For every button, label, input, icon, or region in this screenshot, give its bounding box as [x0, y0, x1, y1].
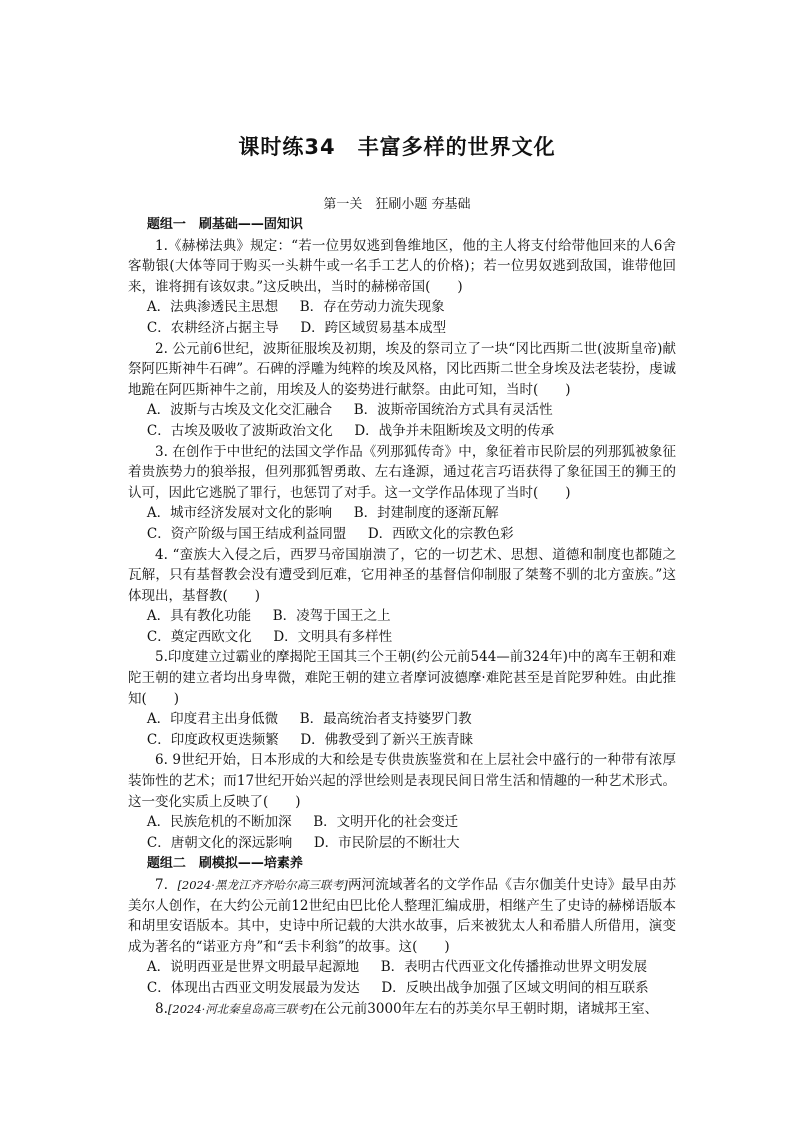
- group-heading-1: 题组一 刷基础——固知识: [146, 217, 303, 232]
- option-d[interactable]: D．西欧文化的宗教色彩: [367, 525, 514, 542]
- question-7: [128, 875, 676, 999]
- question-6: [128, 750, 676, 853]
- option-d[interactable]: D．市民阶层的不断壮大: [313, 834, 460, 851]
- option-b[interactable]: B．表明古代西亚文化传播推动世界文明发展: [380, 959, 648, 976]
- option-c[interactable]: C．奠定西欧文化: [146, 628, 252, 645]
- question-stem: 5.印度建立过霸业的摩揭陀王国其三个王朝(约公元前544—前324年)中的离车王朝和难陀王朝的建立者均出身卑微，难陀王朝的建立者摩诃波德摩·难陀甚至是首陀罗种姓。由此推知( ): [128, 649, 676, 707]
- question-4: [128, 545, 676, 648]
- question-stem: 8.[2024·河北秦皇岛高三联考]在公元前3000年左右的苏美尔早王朝时期，诸城邦王室、: [155, 1000, 659, 1017]
- option-b[interactable]: B．文明开化的社会变迁: [313, 814, 459, 831]
- option-d[interactable]: D．佛教受到了新兴王族青睐: [300, 731, 474, 748]
- question-3: [128, 442, 676, 545]
- option-c[interactable]: C．古埃及吸收了波斯政治文化: [146, 422, 333, 439]
- option-d[interactable]: D．反映出战争加强了区域文明间的相互联系: [381, 979, 649, 996]
- option-b[interactable]: B．封建制度的逐渐瓦解: [353, 505, 499, 522]
- question-stem: 4. “蛮族大入侵之后，西罗马帝国崩溃了，它的一切艺术、思想、道德和制度也都随之瓦解，只有基督教会没有遭受到厄难，它用神圣的基督信仰制服了桀骜不驯的北方蛮族。”这体现出，基督教( ): [128, 546, 676, 604]
- option-a[interactable]: A．波斯与古埃及文化交汇融合: [146, 402, 333, 419]
- question-5: [128, 647, 676, 750]
- option-b[interactable]: B．存在劳动力流失现象: [299, 299, 445, 316]
- question-source: [2024·河北秦皇岛高三联考]: [167, 1001, 314, 1016]
- section-heading: 第一关 狂刷小题 夯基础: [323, 197, 471, 212]
- option-b[interactable]: B．凌驾于国王之上: [272, 608, 391, 625]
- option-d[interactable]: D．跨区域贸易基本成型: [300, 319, 447, 336]
- question-stem: 3. 在创作于中世纪的法国文学作品《列那狐传奇》中，象征着市民阶层的列那狐被象征着贵族势力的狼举报，但列那狐智勇敢、左右逢源，通过花言巧语获得了象征国王的狮王的认可，因此它逃脱了罪行，也惩罚了对手。这一文学作品体现了当时( ): [128, 443, 676, 501]
- question-stem: 7．[2024·黑龙江齐齐哈尔高三联考]两河流域著名的文学作品《吉尔伽美什史诗》最早由苏美尔人创作，在大约公元前12世纪由巴比伦人整理汇编成册，相继产生了史诗的赫梯语版本和胡里安语版本。其中，史诗中所记载的大洪水故事，后来被犹太人和希腊人所借用，演变成为著名的“诺亚方舟”和“丢卡利翁”的故事。这( ): [128, 877, 676, 955]
- question-stem: 6. 9世纪开始，日本形成的大和绘是专供贵族鉴赏和在上层社会中盛行的一种带有浓厚装饰性的艺术；而17世纪开始兴起的浮世绘则是表现民间日常生活和情趣的一种艺术形式。这一变化实质上反映了( ): [128, 752, 676, 810]
- option-d[interactable]: D．文明具有多样性: [273, 628, 393, 645]
- group-heading-2: 题组二 刷模拟——培素养: [146, 856, 303, 872]
- question-1: [128, 236, 676, 339]
- option-a[interactable]: A．法典渗透民主思想: [146, 299, 279, 316]
- option-d[interactable]: D．战争并未阻断埃及文明的传承: [354, 422, 555, 439]
- option-c[interactable]: C．唐朝文化的深远影响: [146, 834, 293, 851]
- option-a[interactable]: A．具有教化功能: [146, 608, 252, 625]
- question-stem: 1.《赫梯法典》规定：“若一位男奴逃到鲁维地区，他的主人将支付给带他回来的人6舍客勒银(大体等同于购买一头耕牛或一名手工艺人的价格)；若一位男奴逃到敌国，谁带他回来，谁将拥有该奴隶。”这反映出，当时的赫梯帝国( ): [128, 237, 676, 295]
- question-2: [128, 339, 676, 442]
- question-stem: 2. 公元前6世纪，波斯征服埃及初期，埃及的祭司立了一块“冈比西斯二世(波斯皇帝)献祭阿匹斯神牛石碑”。石碑的浮雕为纯粹的埃及风格，冈比西斯二世全身埃及法老装扮，虔诚地跪在阿匹斯神牛之前，用埃及人的姿势进行献祭。由此可知，当时( ): [128, 340, 676, 398]
- page-title: 课时练34 丰富多样的世界文化: [238, 135, 556, 159]
- option-a[interactable]: A．印度君主出身低微: [146, 711, 279, 728]
- option-c[interactable]: C．印度政权更迭频繁: [146, 731, 279, 748]
- option-c[interactable]: C．资产阶级与国王结成利益同盟: [146, 525, 347, 542]
- question-source: [2024·黑龙江齐齐哈尔高三联考]: [177, 878, 348, 892]
- option-a[interactable]: A．说明西亚是世界文明最早起源地: [146, 959, 360, 976]
- option-c[interactable]: C．农耕经济占据主导: [146, 319, 279, 336]
- option-b[interactable]: B．波斯帝国统治方式具有灵活性: [353, 402, 553, 419]
- question-body: [128, 214, 676, 1019]
- question-8: [128, 999, 676, 1020]
- option-a[interactable]: A．城市经济发展对文化的影响: [146, 505, 333, 522]
- option-b[interactable]: B．最高统治者支持婆罗门教: [299, 711, 472, 728]
- option-a[interactable]: A．民族危机的不断加深: [146, 814, 292, 831]
- option-c[interactable]: C．体现出古西亚文明发展最为发达: [146, 979, 360, 996]
